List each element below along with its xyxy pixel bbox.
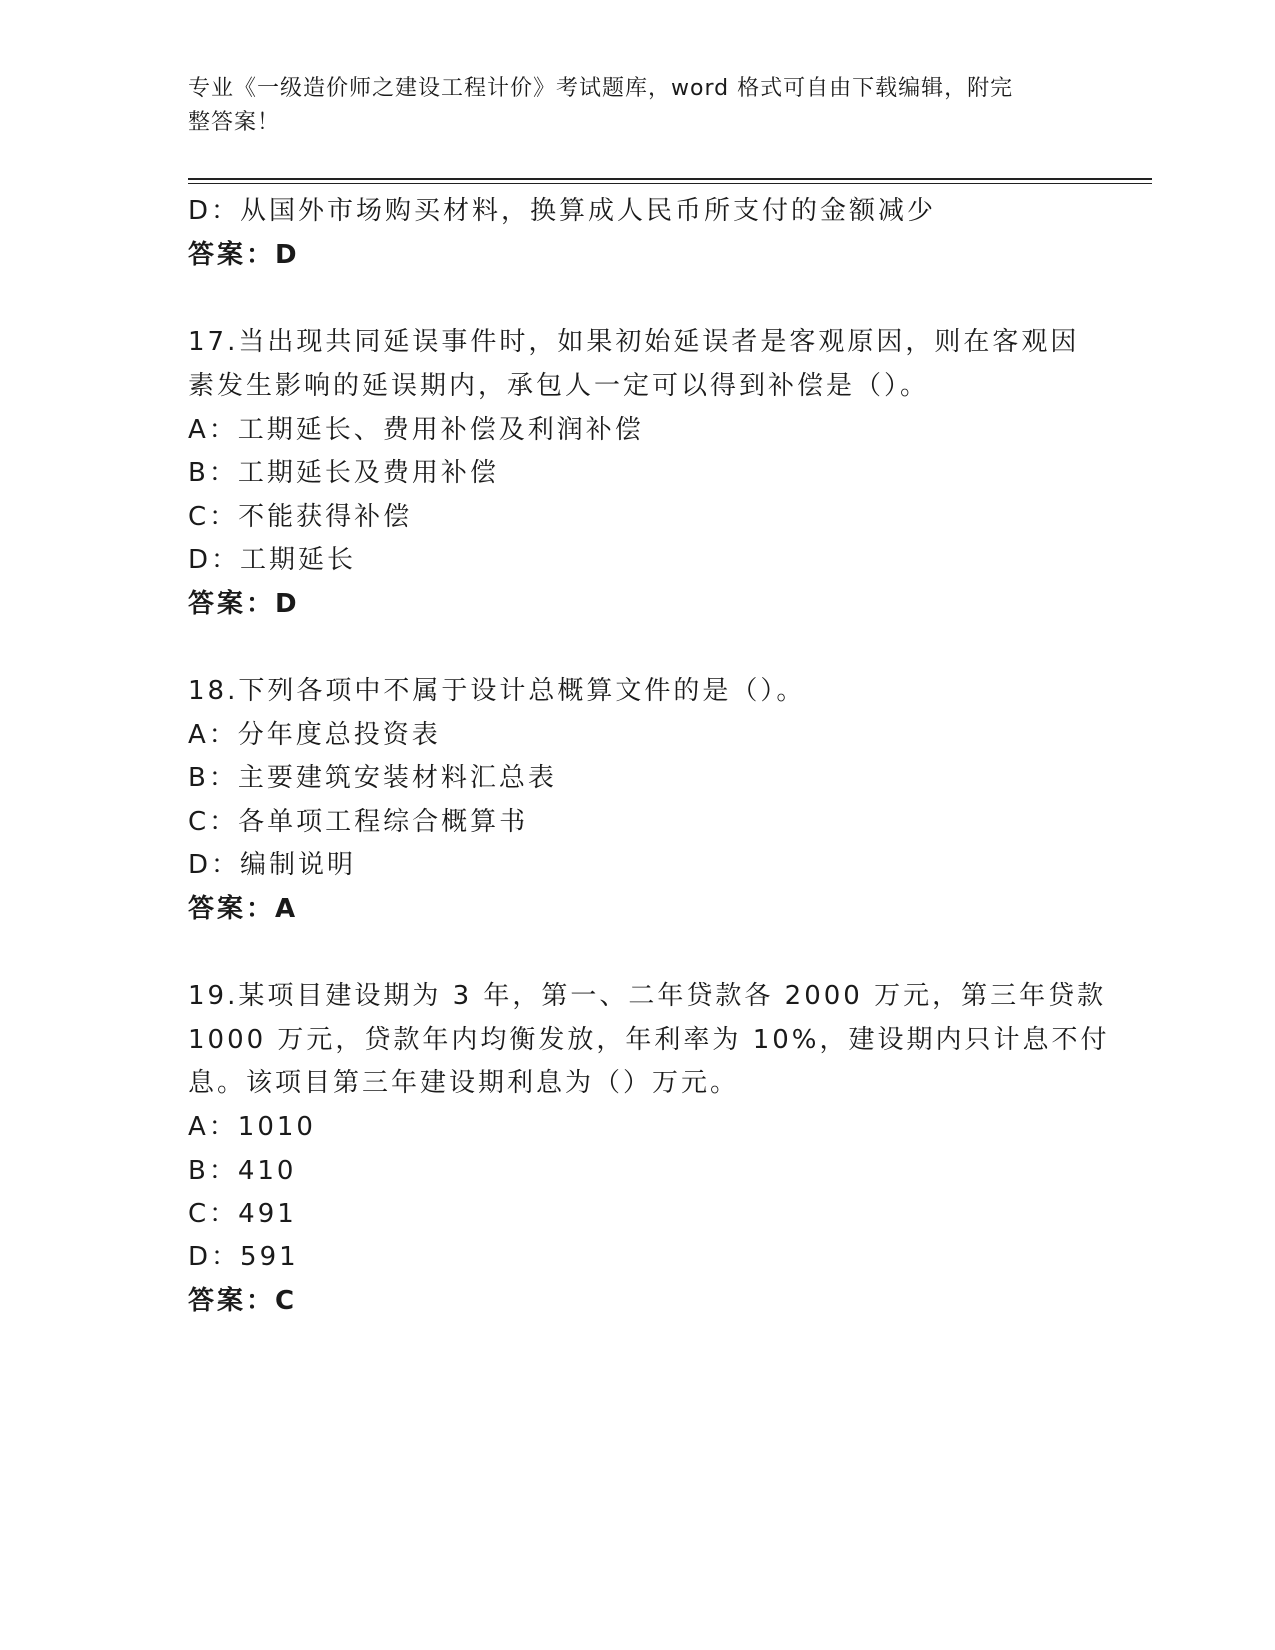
prev-answer: 答案：D bbox=[188, 240, 300, 270]
prev-option-d: D：从国外市场购买材料，换算成人民币所支付的金额减少 bbox=[188, 196, 937, 226]
document-header bbox=[188, 72, 1068, 140]
q19-option-a: A：1010 bbox=[188, 1112, 316, 1142]
q19-option-c: C：491 bbox=[188, 1199, 297, 1229]
q19-answer: 答案：C bbox=[188, 1286, 298, 1316]
q18-stem-line-1: 18.下列各项中不属于设计总概算文件的是（）。 bbox=[188, 676, 806, 706]
q18-option-c: C：各单项工程综合概算书 bbox=[188, 807, 529, 837]
q17-answer: 答案：D bbox=[188, 589, 300, 619]
q17-option-c: C：不能获得补偿 bbox=[188, 502, 413, 532]
q19-stem-line-3: 息。该项目第三年建设期利息为（）万元。 bbox=[188, 1068, 740, 1098]
q17-option-b: B：工期延长及费用补偿 bbox=[188, 458, 499, 488]
q19-stem-line-1: 19.某项目建设期为 3 年，第一、二年贷款各 2000 万元，第三年贷款 bbox=[188, 981, 1107, 1011]
q18-option-d: D：编制说明 bbox=[188, 850, 357, 880]
header-divider-thin bbox=[188, 183, 1152, 184]
header-divider-thick bbox=[188, 178, 1152, 180]
q19-stem-line-2: 1000 万元，贷款年内均衡发放，年利率为 10%，建设期内只计息不付 bbox=[188, 1025, 1110, 1055]
q19-option-d: D：591 bbox=[188, 1242, 299, 1272]
q19-option-b: B：410 bbox=[188, 1156, 297, 1186]
q17-stem-line-2: 素发生影响的延误期内，承包人一定可以得到补偿是（）。 bbox=[188, 371, 930, 401]
q18-answer: 答案：A bbox=[188, 894, 299, 924]
q18-option-b: B：主要建筑安装材料汇总表 bbox=[188, 763, 557, 793]
q17-option-d: D：工期延长 bbox=[188, 545, 357, 575]
header-line-2: 整答案！ bbox=[188, 110, 281, 135]
q18-option-a: A：分年度总投资表 bbox=[188, 720, 441, 750]
header-line-1: 专业《一级造价师之建设工程计价》考试题库，word 格式可自由下载编辑，附完 bbox=[188, 76, 1014, 101]
q17-option-a: A：工期延长、费用补偿及利润补偿 bbox=[188, 415, 644, 445]
q17-stem-line-1: 17.当出现共同延误事件时，如果初始延误者是客观原因，则在客观因 bbox=[188, 327, 1080, 357]
